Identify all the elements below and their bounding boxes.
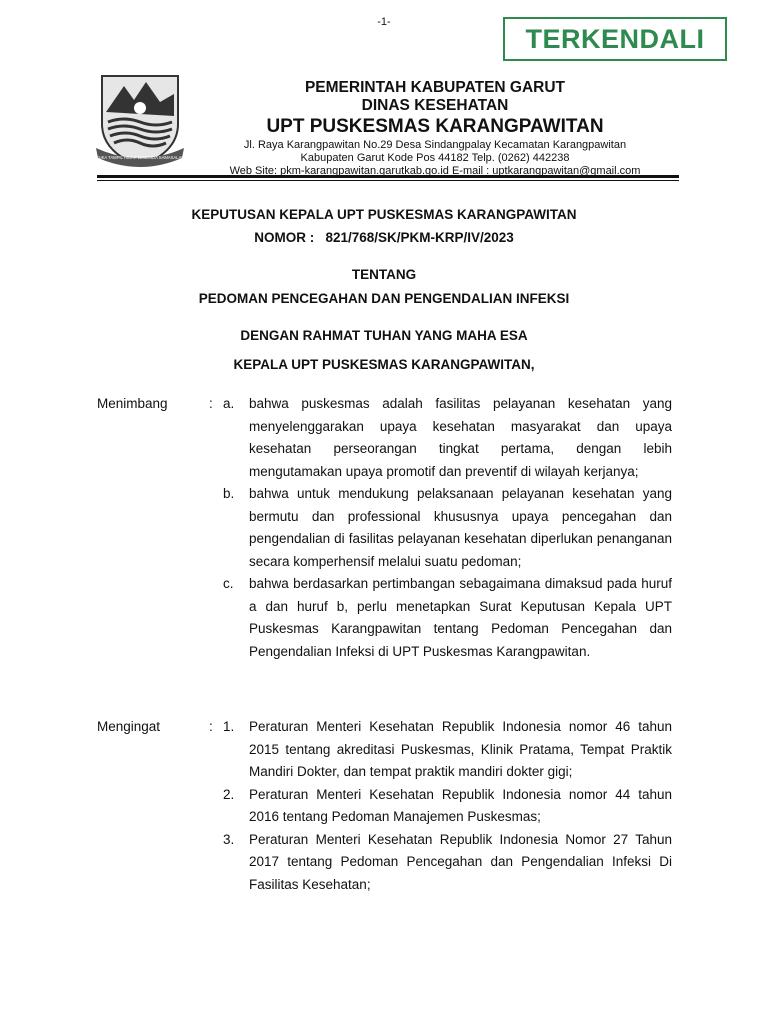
stamp-text: TERKENDALI	[525, 23, 705, 54]
decree-about-heading: TENTANG	[351, 267, 417, 282]
item-text: bahwa puskesmas adalah fasilitas pelayanan kesehatan yang menyelenggarakan upaya kesehatan masyarakat dan upaya kesehatan perseorangan tingkat pertama, dengan lebih mengutamakan upaya promotif dan preventif di wilayah kerjanya;	[249, 396, 672, 479]
address-line-3: Web Site: pkm-karangpawitan.garutkab.go.id E-mail : uptkarangpawitan@gmail.com	[229, 165, 641, 177]
authority-line: KEPALA UPT PUSKESMAS KARANGPAWITAN,	[233, 357, 535, 372]
item-marker: 2.	[223, 786, 235, 802]
menimbang-section	[97, 393, 672, 663]
address-line-1: Jl. Raya Karangpawitan No.29 Desa Sindangpalay Kecamatan Karangpawitan	[243, 139, 627, 151]
department-name: DINAS KESEHATAN	[361, 97, 509, 114]
item-marker: a.	[223, 396, 235, 411]
logo-ribbon-text: SUKA TAMPIL HIBAR LEGENDA SAMASALAK	[95, 155, 185, 160]
item-marker: c.	[223, 576, 234, 591]
menimbang-items	[223, 393, 672, 663]
address-line-2: Kabupaten Garut Kode Pos 44182 Telp. (0262) 442238	[300, 152, 570, 164]
government-name: PEMERINTAH KABUPATEN GARUT	[304, 79, 566, 96]
blessing-line: DENGAN RAHMAT TUHAN YANG MAHA ESA	[240, 328, 528, 343]
decree-title: KEPUTUSAN KEPALA UPT PUSKESMAS KARANGPAWITAN	[191, 207, 577, 222]
list-item	[223, 483, 672, 573]
list-item	[223, 784, 672, 829]
item-text: bahwa untuk mendukung pelaksanaan pelayanan kesehatan yang bermutu dan professional khususnya upaya pencegahan dan pengendalian di fasilitas pelayanan kesehatan diperlukan penanganan secara komperhensif melalui suatu pedoman;	[249, 486, 672, 569]
garut-regency-logo	[94, 72, 186, 170]
mengingat-section	[97, 716, 672, 896]
list-item	[223, 573, 672, 663]
list-item	[223, 393, 672, 483]
item-text: Peraturan Menteri Kesehatan Republik Indonesia nomor 46 tahun 2015 tentang akreditasi Puskesmas, Klinik Pratama, Tempat Praktik Mandiri Dokter, dan tempat praktik mandiri dokter gigi;	[249, 719, 672, 779]
letterhead	[190, 79, 680, 178]
item-text: bahwa berdasarkan pertimbangan sebagaimana dimaksud pada huruf a dan huruf b, perlu menetapkan Surat Keputusan Kepala UPT Puskesmas Karangpawitan tentang Pedoman Pencegahan dan Pengendalian Infeksi di UPT Puskesmas Karangpawitan.	[249, 576, 672, 659]
list-item	[223, 716, 672, 784]
letterhead-divider-thin	[97, 180, 679, 181]
item-marker: 1.	[223, 719, 235, 734]
menimbang-label: Menimbang	[97, 396, 168, 411]
decree-subject: PEDOMAN PENCEGAHAN DAN PENGENDALIAN INFEKSI	[198, 291, 570, 306]
item-text: Peraturan Menteri Kesehatan Republik Indonesia Nomor 27 Tahun 2017 tentang Pedoman Pencegahan dan Pengendalian Infeksi Di Fasilitas Kesehatan;	[249, 831, 672, 892]
list-item	[223, 829, 672, 897]
controlled-stamp	[503, 17, 727, 61]
item-marker: b.	[223, 486, 235, 501]
item-text: Peraturan Menteri Kesehatan Republik Indonesia nomor 44 tahun 2016 tentang Pedoman Manajemen Puskesmas;	[249, 786, 672, 824]
decree-number: NOMOR : 821/768/SK/PKM-KRP/IV/2023	[254, 230, 514, 245]
item-marker: 3.	[223, 831, 235, 847]
mengingat-colon: :	[209, 719, 213, 734]
mengingat-label: Mengingat	[97, 719, 161, 734]
page-number: -1-	[377, 16, 391, 28]
menimbang-colon: :	[209, 396, 213, 411]
institution-name: UPT PUSKESMAS KARANGPAWITAN	[266, 116, 604, 137]
letterhead-divider-thick	[97, 175, 679, 178]
mengingat-items	[223, 716, 672, 896]
